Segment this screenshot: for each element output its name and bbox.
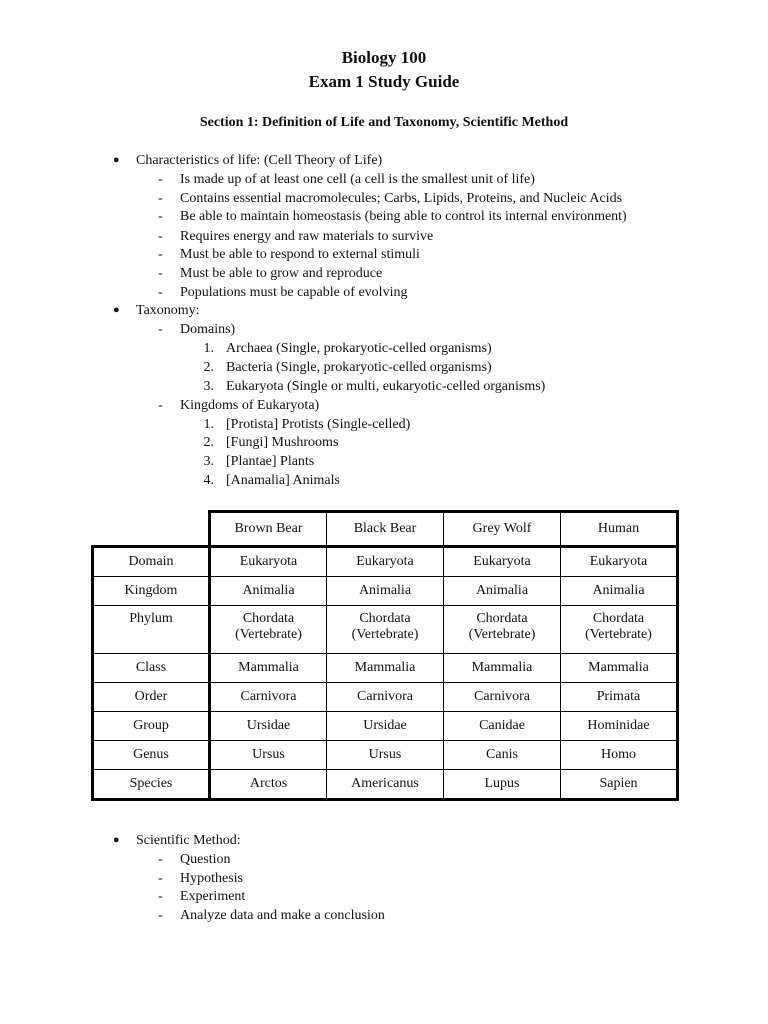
- row-label: Genus: [93, 741, 210, 770]
- row-label: Phylum: [93, 606, 210, 654]
- dash-icon: -: [158, 889, 163, 904]
- column-header: Black Bear: [327, 512, 444, 547]
- table-cell: Mammalia: [210, 654, 327, 683]
- table-cell: Primata: [561, 683, 678, 712]
- list-item: Experiment: [180, 889, 246, 904]
- dash-icon: -: [158, 209, 163, 224]
- table-cell: Carnivora: [327, 683, 444, 712]
- table-cell: Chordata (Vertebrate): [444, 606, 561, 654]
- column-header: Human: [561, 512, 678, 547]
- table-cell: Eukaryota: [444, 547, 561, 577]
- table-row: [93, 741, 678, 770]
- table-row: [93, 654, 678, 683]
- dash-icon: -: [158, 266, 163, 281]
- taxonomy-heading: Taxonomy:: [136, 303, 200, 318]
- bullet-icon: ●: [113, 304, 120, 316]
- table-cell: Hominidae: [561, 712, 678, 741]
- list-number: 2.: [203, 435, 214, 450]
- document-subtitle: Exam 1 Study Guide: [308, 72, 460, 91]
- row-label: Species: [93, 770, 210, 800]
- dash-icon: -: [158, 191, 163, 206]
- row-label: Order: [93, 683, 210, 712]
- table-cell: Ursus: [327, 741, 444, 770]
- table-cell: Chordata (Vertebrate): [210, 606, 327, 654]
- list-item: [Plantae] Plants: [226, 454, 315, 469]
- table-row: [93, 770, 678, 800]
- table-header-row: [93, 512, 678, 547]
- list-item: [Protista] Protists (Single-celled): [226, 417, 411, 432]
- dash-icon: -: [158, 322, 163, 337]
- table-cell: Chordata (Vertebrate): [327, 606, 444, 654]
- dash-icon: -: [158, 871, 163, 886]
- list-number: 1.: [203, 417, 214, 432]
- dash-icon: -: [158, 247, 163, 262]
- list-item: Archaea (Single, prokaryotic-celled organisms): [226, 341, 492, 356]
- course-title: Biology 100: [341, 48, 427, 67]
- dash-icon: -: [158, 172, 163, 187]
- list-number: 2.: [203, 360, 214, 375]
- table-cell: Ursus: [210, 741, 327, 770]
- table-cell: Sapien: [561, 770, 678, 800]
- bullet-icon: ●: [113, 834, 120, 846]
- table-cell: Carnivora: [444, 683, 561, 712]
- column-header: Brown Bear: [210, 512, 327, 547]
- list-item: Requires energy and raw materials to survive: [180, 229, 434, 244]
- list-item: Eukaryota (Single or multi, eukaryotic-celled organisms): [226, 379, 546, 394]
- table-cell: Animalia: [327, 577, 444, 606]
- table-cell: Arctos: [210, 770, 327, 800]
- dash-icon: -: [158, 852, 163, 867]
- dash-icon: -: [158, 398, 163, 413]
- domains-label: Domains): [180, 322, 236, 337]
- table-cell: Ursidae: [210, 712, 327, 741]
- list-item: Hypothesis: [180, 871, 243, 886]
- list-item: Bacteria (Single, prokaryotic-celled organisms): [226, 360, 492, 375]
- list-item: Analyze data and make a conclusion: [180, 908, 385, 923]
- row-label: Class: [93, 654, 210, 683]
- table-cell: Animalia: [444, 577, 561, 606]
- list-item: [Anamalia] Animals: [226, 473, 340, 488]
- list-number: 1.: [203, 341, 214, 356]
- section-heading: Section 1: Definition of Life and Taxonomy, Scientific Method: [199, 115, 569, 130]
- dash-icon: -: [158, 285, 163, 300]
- bullet-icon: ●: [113, 154, 120, 166]
- table-cell: Chordata (Vertebrate): [561, 606, 678, 654]
- list-item: Be able to maintain homeostasis (being able to control its internal environment): [180, 209, 627, 224]
- list-item: Question: [180, 852, 231, 867]
- list-item: Is made up of at least one cell (a cell is the smallest unit of life): [180, 172, 535, 187]
- table-cell: Lupus: [444, 770, 561, 800]
- list-item: Must be able to respond to external stimuli: [180, 247, 420, 262]
- table-row: [93, 577, 678, 606]
- table-cell: Homo: [561, 741, 678, 770]
- row-label: Domain: [93, 547, 210, 577]
- scientific-method-heading: Scientific Method:: [136, 833, 241, 848]
- list-number: 3.: [203, 454, 214, 469]
- row-label: Group: [93, 712, 210, 741]
- dash-icon: -: [158, 908, 163, 923]
- table-cell: Mammalia: [561, 654, 678, 683]
- table-cell: Ursidae: [327, 712, 444, 741]
- table-cell: Mammalia: [444, 654, 561, 683]
- table-cell: Eukaryota: [210, 547, 327, 577]
- list-item: Contains essential macromolecules; Carbs, Lipids, Proteins, and Nucleic Acids: [180, 191, 623, 206]
- table-cell: Carnivora: [210, 683, 327, 712]
- list-item: [Fungi] Mushrooms: [226, 435, 339, 450]
- dash-icon: -: [158, 229, 163, 244]
- row-label: Kingdom: [93, 577, 210, 606]
- list-number: 4.: [203, 473, 214, 488]
- characteristics-heading: Characteristics of life: (Cell Theory of Life): [136, 153, 383, 168]
- kingdoms-label: Kingdoms of Eukaryota): [180, 398, 320, 413]
- list-item: Must be able to grow and reproduce: [180, 266, 383, 281]
- list-item: Populations must be capable of evolving: [180, 285, 408, 300]
- table-cell: Animalia: [210, 577, 327, 606]
- column-header: Grey Wolf: [444, 512, 561, 547]
- table-cell: Canidae: [444, 712, 561, 741]
- table-cell: Americanus: [327, 770, 444, 800]
- table-cell: Mammalia: [327, 654, 444, 683]
- taxonomy-table: [91, 510, 679, 801]
- table-row: [93, 712, 678, 741]
- table-row: [93, 683, 678, 712]
- list-number: 3.: [203, 379, 214, 394]
- table-cell: Eukaryota: [327, 547, 444, 577]
- table-row: [93, 606, 678, 654]
- table-row: [93, 547, 678, 577]
- table-cell: Eukaryota: [561, 547, 678, 577]
- table-cell: Animalia: [561, 577, 678, 606]
- table-cell: Canis: [444, 741, 561, 770]
- table-corner-cell: [93, 512, 210, 547]
